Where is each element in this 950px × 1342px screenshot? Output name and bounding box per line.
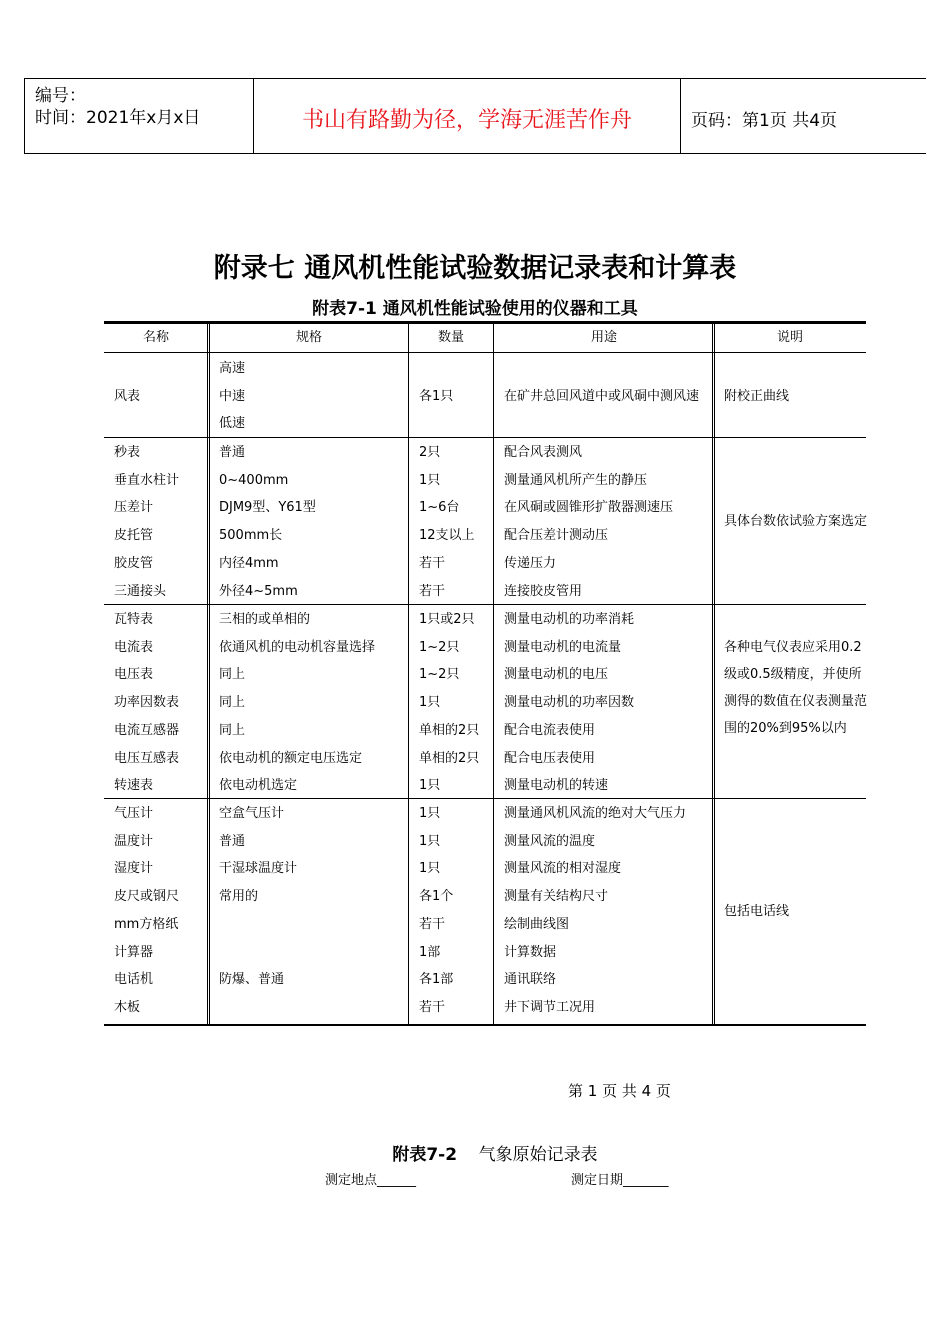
quantity-cell: 1~2只	[419, 639, 460, 655]
quantity-cell: 1只	[419, 833, 441, 849]
quantity-cell: 各1部	[419, 972, 454, 988]
quantity-cell: 1部	[419, 944, 441, 960]
purpose-cell: 配合压差计测动压	[504, 528, 609, 544]
name-cell: 计算器	[114, 944, 154, 960]
spec-cell: 500mm长	[219, 528, 283, 544]
note-cell: 附校正曲线	[724, 388, 790, 404]
name-cell: 三通接头	[114, 583, 167, 599]
document-time: 时间：2021年x月x日	[35, 108, 201, 128]
purpose-cell: 在风硐或圆锥形扩散器测速压	[504, 500, 674, 516]
purpose-cell: 测量风流的相对湿度	[504, 861, 622, 877]
spec-cell: 依电动机选定	[219, 778, 298, 794]
note-cell: 包括电话线	[724, 904, 790, 919]
purpose-cell: 测量有关结构尺寸	[504, 889, 609, 905]
purpose-cell: 井下调节工况用	[504, 999, 596, 1015]
purpose-cell: 测量电动机的转速	[504, 778, 609, 794]
table-column-rule	[493, 324, 494, 1024]
purpose-cell: 配合电压表使用	[504, 750, 596, 766]
quantity-cell: 1~2只	[419, 667, 460, 683]
name-cell: 电压互感表	[114, 750, 180, 766]
spec-cell: 同上	[219, 667, 246, 683]
name-cell: 风表	[114, 388, 141, 404]
quantity-cell: 1只	[419, 695, 441, 711]
spec-cell: 常用的	[219, 889, 259, 905]
name-cell: 木板	[114, 999, 141, 1015]
table-column-rule	[712, 324, 715, 1024]
quantity-cell: 单相的2只	[419, 750, 480, 766]
spec-cell: 低速	[219, 416, 246, 432]
quantity-cell: 1只	[419, 806, 441, 821]
purpose-cell: 计算数据	[504, 944, 557, 960]
table-column-rule	[408, 324, 409, 1024]
header-page-info: 页码：第1页 共4页	[691, 111, 838, 131]
purpose-cell: 测量电动机的功率因数	[504, 695, 635, 711]
spec-cell: 高速	[219, 361, 246, 376]
name-cell: 皮尺或钢尺	[114, 889, 180, 905]
header-left-cell	[25, 79, 254, 153]
spec-cell: 三相的或单相的	[219, 612, 311, 627]
spec-cell: 依通风机的电动机容量选择	[219, 639, 376, 655]
table2-caption-number: 附表7-2	[392, 1145, 458, 1165]
name-cell: 压差计	[114, 500, 154, 516]
purpose-cell: 在矿井总回风道中或风硐中测风速	[504, 388, 700, 404]
name-cell: 功率因数表	[114, 695, 180, 711]
name-cell: 电话机	[114, 972, 154, 988]
quantity-cell: 若干	[419, 583, 446, 599]
table-group-rule	[104, 604, 866, 605]
table1-caption: 附表7-1 通风机性能试验使用的仪器和工具	[312, 299, 638, 319]
name-cell: 气压计	[114, 806, 154, 821]
spec-cell: 干湿球温度计	[219, 861, 298, 877]
note-cell: 各种电气仪表应采用0.2级或0.5级精度，并使所测得的数值在仪表测量范围的20%到95%以内	[724, 640, 868, 736]
spec-cell: 同上	[219, 722, 246, 738]
purpose-cell: 测量电动机的功率消耗	[504, 612, 635, 627]
name-cell: 秒表	[114, 445, 141, 460]
quantity-cell: 若干	[419, 555, 446, 571]
name-cell: 湿度计	[114, 861, 154, 877]
table-group-rule	[104, 798, 866, 799]
purpose-cell: 绘制曲线图	[504, 916, 570, 932]
spec-cell: 防爆、普通	[219, 972, 285, 988]
name-cell: 转速表	[114, 778, 154, 794]
name-cell: 垂直水柱计	[114, 472, 180, 488]
table-header-cell: 数量	[437, 330, 464, 345]
spec-cell: 空盒气压计	[219, 806, 285, 821]
quantity-cell: 1只	[419, 861, 441, 877]
quantity-cell: 1~6台	[419, 500, 460, 516]
spec-cell: 同上	[219, 695, 246, 711]
header-motto: 书山有路勤为径，学海无涯苦作舟	[301, 108, 632, 133]
purpose-cell: 通讯联络	[504, 972, 557, 988]
quantity-cell: 1只	[419, 778, 441, 794]
quantity-cell: 12支以上	[419, 528, 475, 544]
purpose-cell: 配合风表测风	[504, 445, 583, 460]
purpose-cell: 测量通风机所产生的静压	[504, 472, 648, 488]
table-column-rule	[207, 324, 210, 1024]
spec-cell: 依电动机的额定电压选定	[219, 750, 363, 766]
table-header-cell: 用途	[590, 330, 617, 345]
spec-cell: 普通	[219, 833, 246, 849]
header-center-cell	[254, 79, 681, 153]
quantity-cell: 若干	[419, 999, 446, 1015]
purpose-cell: 传递压力	[504, 555, 557, 571]
table2-caption-text: 气象原始记录表	[478, 1145, 598, 1165]
spec-cell: DJM9型、Y61型	[219, 500, 316, 516]
name-cell: 电压表	[114, 667, 154, 683]
name-cell: 皮托管	[114, 528, 154, 544]
table-header-cell: 规格	[295, 330, 322, 345]
spec-cell: 外径4~5mm	[219, 583, 298, 599]
spec-cell: 普通	[219, 445, 246, 460]
header-right-cell	[681, 79, 927, 153]
purpose-cell: 测量电动机的电压	[504, 667, 609, 683]
purpose-cell: 测量通风机风流的绝对大气压力	[504, 806, 687, 821]
name-cell: 温度计	[114, 833, 154, 849]
name-cell: 胶皮管	[114, 555, 154, 571]
table-bottom-rule	[104, 1024, 866, 1026]
purpose-cell: 测量风流的温度	[504, 833, 596, 849]
table-header-rule	[104, 352, 866, 353]
name-cell: 瓦特表	[114, 612, 154, 627]
table-group-rule	[104, 437, 866, 438]
location-field: 测定地点______	[325, 1173, 417, 1188]
purpose-cell: 测量电动机的电流量	[504, 639, 622, 655]
document-number: 编号：	[35, 86, 86, 106]
date-field: 测定日期_______	[571, 1173, 669, 1188]
quantity-cell: 1只	[419, 472, 441, 488]
quantity-cell: 各1只	[419, 388, 454, 404]
purpose-cell: 连接胶皮管用	[504, 583, 583, 599]
quantity-cell: 2只	[419, 445, 441, 460]
quantity-cell: 单相的2只	[419, 722, 480, 738]
name-cell: mm方格纸	[114, 916, 179, 932]
document-header	[24, 78, 926, 154]
spec-cell: 中速	[219, 388, 246, 404]
spec-cell: 0~400mm	[219, 472, 289, 488]
name-cell: 电流表	[114, 639, 154, 655]
table-header-cell: 名称	[142, 330, 169, 345]
quantity-cell: 各1个	[419, 889, 454, 905]
page-title: 附录七 通风机性能试验数据记录表和计算表	[213, 253, 737, 284]
table-header-cell: 说明	[776, 330, 803, 345]
table2-caption	[0, 1140, 950, 1165]
spec-cell: 内径4mm	[219, 555, 279, 571]
quantity-cell: 1只或2只	[419, 612, 475, 627]
name-cell: 电流互感器	[114, 722, 180, 738]
quantity-cell: 若干	[419, 916, 446, 932]
purpose-cell: 配合电流表使用	[504, 722, 596, 738]
note-cell: 具体台数依试验方案选定	[724, 513, 868, 529]
page-number-footer: 第 1 页 共 4 页	[568, 1082, 671, 1100]
